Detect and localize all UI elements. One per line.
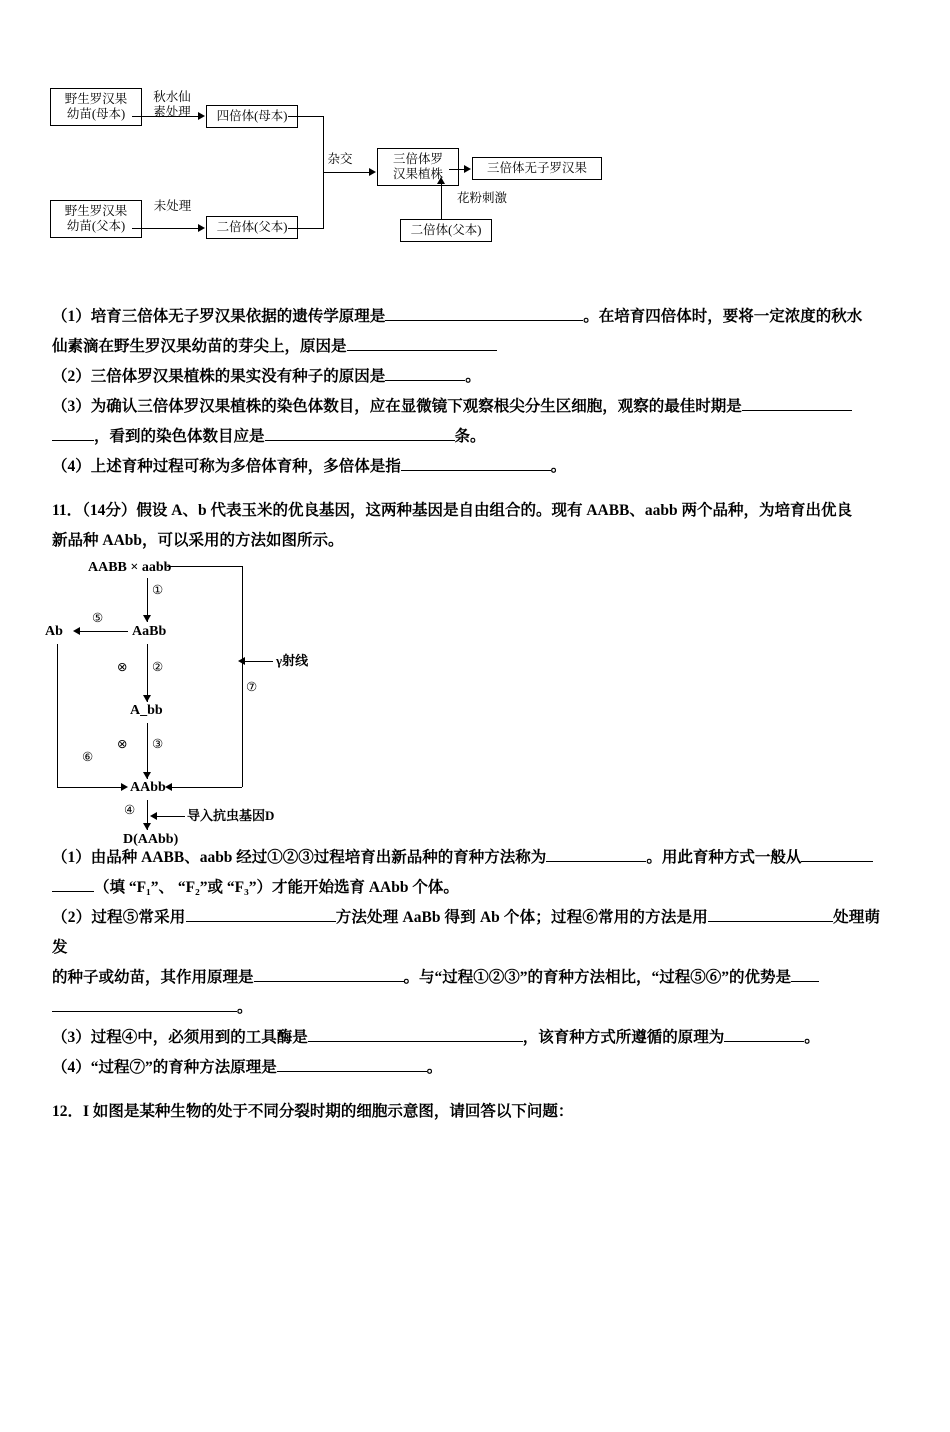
q11-p2-text-a: （2）过程⑤常采用 bbox=[52, 909, 186, 926]
connector-line bbox=[155, 816, 185, 817]
box-line: 三倍体无子罗汉果 bbox=[486, 161, 587, 175]
corn-breeding-diagram bbox=[0, 560, 950, 847]
q10-part1 bbox=[0, 302, 950, 482]
q10-p2-end: 。 bbox=[465, 368, 481, 385]
step-1-label: ① bbox=[152, 583, 164, 597]
arrow-icon bbox=[143, 615, 151, 622]
answer-blank bbox=[277, 1056, 427, 1072]
answer-blank bbox=[265, 425, 455, 441]
q10-p3-line1 bbox=[0, 392, 950, 422]
q10-p1-prefix: （1）培育三倍体无子罗汉果依据的遗传学原理是 bbox=[52, 308, 386, 325]
genotype-aabb: AAbb bbox=[130, 780, 166, 795]
answer-blank bbox=[186, 906, 336, 922]
box-tetraploid-mother bbox=[206, 105, 298, 128]
q11-stem-line1: 11．（14分）假设 A、b 代表玉米的优良基因，这两种基因是自由组合的。现有 AABB、aabb 两个品种，为培育出优良 bbox=[52, 502, 853, 519]
connector-line bbox=[288, 116, 324, 117]
q11-p1-text-a: （1）由品种 AABB、aabb 经过①②③过程培育出新品种的育种方法称为 bbox=[52, 849, 547, 866]
q10-p3-line2 bbox=[0, 422, 950, 452]
connector-line bbox=[243, 661, 273, 662]
answer-blank bbox=[52, 876, 94, 892]
label-line: 杂交 bbox=[327, 152, 353, 166]
q11-p1-text-c: （填 “F₁”、 “F₂”或 “F₃”）才能开始选育 AAbb 个体。 bbox=[94, 879, 459, 896]
label-line: 秋水仙 bbox=[153, 90, 191, 104]
q11-p2-line1 bbox=[0, 903, 950, 963]
answer-blank bbox=[742, 395, 852, 411]
arrow-icon bbox=[143, 695, 151, 702]
label-hybridize bbox=[322, 152, 358, 167]
arrow-icon bbox=[143, 823, 151, 830]
connector-line bbox=[132, 116, 199, 117]
q10-p1-line2 bbox=[0, 332, 950, 362]
connector-line bbox=[147, 644, 148, 702]
exam-page bbox=[0, 88, 950, 1432]
answer-blank bbox=[791, 966, 819, 982]
label-insert-gene: 导入抗虫基因D bbox=[187, 808, 275, 823]
connector-line bbox=[323, 172, 370, 173]
arrow-icon bbox=[437, 177, 445, 184]
q10-p1-line1 bbox=[0, 302, 950, 332]
box-triploid-seedless-fruit bbox=[472, 157, 602, 180]
box-diploid-father-2 bbox=[400, 219, 492, 242]
q11-subquestions bbox=[0, 843, 950, 1083]
q10-p4-prefix: （4）上述育种过程可称为多倍体育种，多倍体是指 bbox=[52, 458, 401, 475]
box-line: 幼苗(母本) bbox=[66, 107, 126, 121]
q10-p2-text: （2）三倍体罗汉果植株的果实没有种子的原因是 bbox=[52, 368, 386, 385]
q11-p4-prefix: （4）“过程⑦”的育种方法原理是 bbox=[52, 1059, 277, 1076]
q11-p2-text-b: 方法处理 AaBb 得到 Ab 个体；过程⑥常用的方法是用 bbox=[335, 909, 708, 926]
arrow-icon bbox=[121, 783, 128, 791]
connector-line bbox=[57, 644, 58, 787]
box-line: 四倍体(母本) bbox=[216, 109, 288, 123]
arrow-icon bbox=[198, 112, 205, 120]
arrow-icon bbox=[198, 224, 205, 232]
answer-blank bbox=[401, 455, 551, 471]
box-line: 野生罗汉果 bbox=[64, 92, 128, 106]
genotype-ab: Ab bbox=[45, 624, 63, 639]
q11-p2-text-c: 处理萌发 bbox=[52, 909, 880, 956]
genotype-a-bb: A_bb bbox=[130, 703, 163, 718]
q10-p1-mid: 。在培育四倍体时，要将一定浓度的秋水 bbox=[583, 308, 863, 325]
step-7-label: ⑦ bbox=[246, 680, 258, 694]
label-line: 素处理 bbox=[153, 105, 191, 119]
breeding-flowchart-diagram bbox=[0, 88, 950, 288]
connector-line bbox=[147, 723, 148, 779]
q11-p1-line2 bbox=[0, 873, 950, 903]
label-no-treatment bbox=[145, 199, 200, 214]
label-gamma-ray: γ射线 bbox=[276, 653, 309, 668]
answer-blank bbox=[385, 365, 465, 381]
genotype-parents: AABB × aabb bbox=[88, 560, 172, 575]
connector-line bbox=[449, 169, 465, 170]
connector-line bbox=[132, 228, 199, 229]
box-line: 二倍体(父本) bbox=[410, 223, 482, 237]
q11-stem bbox=[0, 496, 950, 556]
box-line: 汉果植株 bbox=[392, 167, 443, 181]
q10-p1-line2-text: 仙素滴在野生罗汉果幼苗的芽尖上，原因是 bbox=[52, 338, 347, 355]
box-line: 三倍体罗 bbox=[392, 152, 443, 166]
q10-p3-line2-end: 条。 bbox=[454, 428, 486, 445]
arrow-icon bbox=[464, 165, 471, 173]
selfing-symbol: ⊗ bbox=[117, 737, 128, 751]
label-pollen-stimulation bbox=[447, 191, 517, 206]
q11-p3-text-b: ，该育种方式所遵循的原理为 bbox=[522, 1029, 725, 1046]
answer-blank bbox=[724, 1026, 804, 1042]
box-triploid-plant bbox=[377, 148, 459, 186]
connector-line bbox=[242, 566, 243, 787]
answer-blank bbox=[347, 335, 497, 351]
box-diploid-father bbox=[206, 216, 298, 239]
answer-blank bbox=[52, 996, 237, 1012]
connector-line bbox=[57, 787, 125, 788]
genotype-f1: AaBb bbox=[132, 624, 167, 639]
q11-p3-text-a: （3）过程④中，必须用到的工具酶是 bbox=[52, 1029, 308, 1046]
answer-blank bbox=[801, 846, 873, 862]
connector-line bbox=[441, 183, 442, 219]
q10-p4 bbox=[0, 452, 950, 482]
box-wild-mother bbox=[50, 88, 142, 126]
label-line: 未处理 bbox=[153, 199, 192, 213]
q11-p3 bbox=[0, 1023, 950, 1053]
connector-line bbox=[288, 228, 324, 229]
genotype-d-aabb: D(AAbb) bbox=[123, 832, 179, 847]
q11-p2-line3 bbox=[0, 993, 950, 1023]
arrow-icon bbox=[165, 783, 172, 791]
step-6-label: ⑥ bbox=[82, 750, 94, 764]
arrow-icon bbox=[238, 657, 245, 665]
step-3-label: ③ bbox=[152, 737, 164, 751]
q11-p2-line2 bbox=[0, 963, 950, 993]
box-line: 二倍体(父本) bbox=[216, 220, 288, 234]
connector-line bbox=[170, 787, 242, 788]
step-4-label: ④ bbox=[124, 803, 136, 817]
answer-blank bbox=[708, 906, 833, 922]
answer-blank bbox=[254, 966, 404, 982]
q12-stem-line: 12．I 如图是某种生物的处于不同分裂时期的细胞示意图，请回答以下问题： bbox=[52, 1103, 574, 1120]
selfing-symbol: ⊗ bbox=[117, 660, 128, 674]
arrow-icon bbox=[150, 812, 157, 820]
box-line: 幼苗(父本) bbox=[66, 219, 126, 233]
connector-line bbox=[167, 566, 243, 567]
q10-p3-line1-text: （3）为确认三倍体罗汉果植株的染色体数目，应在显微镜下观察根尖分生区细胞，观察的最佳时期是 bbox=[52, 398, 742, 415]
arrow-icon bbox=[73, 627, 80, 635]
q11-p2-text-e: 。与“过程①②③”的育种方法相比，“过程⑤⑥”的优势是 bbox=[403, 969, 792, 986]
box-wild-father bbox=[50, 200, 142, 238]
q11-p1-text-b: 。用此育种方式一般从 bbox=[646, 849, 802, 866]
q12-stem bbox=[0, 1097, 950, 1127]
q11-p3-text-c: 。 bbox=[804, 1029, 820, 1046]
q11-p2-text-f: 。 bbox=[237, 999, 253, 1016]
answer-blank bbox=[546, 846, 646, 862]
answer-blank bbox=[385, 305, 583, 321]
q11-p4 bbox=[0, 1053, 950, 1083]
step-2-label: ② bbox=[152, 660, 164, 674]
connector-line bbox=[78, 631, 128, 632]
q11-stem-line2: 新品种 AAbb，可以采用的方法如图所示。 bbox=[52, 532, 344, 549]
label-line: 花粉刺激 bbox=[456, 191, 507, 205]
box-line: 野生罗汉果 bbox=[64, 204, 128, 218]
q10-p2 bbox=[0, 362, 950, 392]
q10-p4-suffix: 。 bbox=[550, 458, 567, 475]
step-5-label: ⑤ bbox=[92, 611, 104, 625]
answer-blank bbox=[52, 425, 94, 441]
q11-p4-suffix: 。 bbox=[426, 1059, 443, 1076]
q10-p3-line2-text: ，看到的染色体数目应是 bbox=[94, 428, 265, 445]
arrow-icon bbox=[143, 772, 151, 779]
arrow-icon bbox=[369, 168, 376, 176]
answer-blank bbox=[308, 1026, 523, 1042]
q11-p2-text-d: 的种子或幼苗，其作用原理是 bbox=[52, 969, 254, 986]
